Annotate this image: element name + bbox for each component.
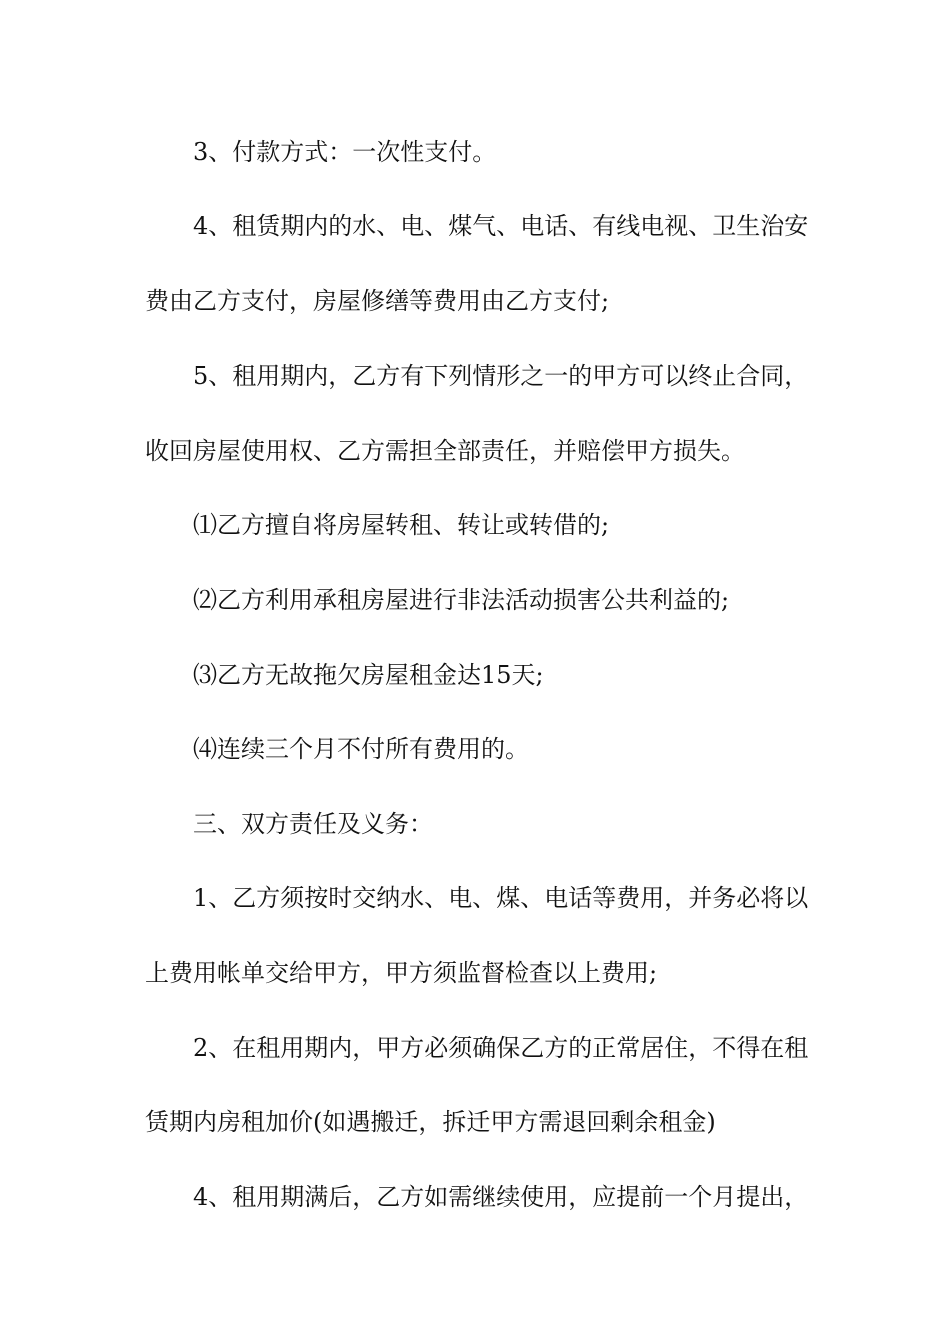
subclause-2: ⑵乙方利用承租房屋进行非法活动损害公共利益的; [193,586,730,614]
section-3-heading: 三、双方责任及义务： [193,810,433,838]
duty-2-line-1: 2、在租用期内，甲方必须确保乙方的正常居住，不得在租 [193,1034,809,1062]
subclause-4: ⑷连续三个月不付所有费用的。 [193,735,529,763]
clause-3-payment-method: 3、付款方式：一次性支付。 [193,138,497,166]
clause-5-line-1: 5、租用期内，乙方有下列情形之一的甲方可以终止合同， [193,362,809,390]
duty-4-line-1: 4、租用期满后，乙方如需继续使用，应提前一个月提出， [193,1183,809,1211]
clause-5-line-2: 收回房屋使用权、乙方需担全部责任，并赔偿甲方损失。 [145,437,745,465]
subclause-3: ⑶乙方无故拖欠房屋租金达15天; [193,661,544,689]
duty-1-line-2: 上费用帐单交给甲方，甲方须监督检查以上费用; [145,959,658,987]
clause-4-line-2: 费由乙方支付，房屋修缮等费用由乙方支付; [145,287,610,315]
clause-4-line-1: 4、租赁期内的水、电、煤气、电话、有线电视、卫生治安 [193,212,809,240]
subclause-1: ⑴乙方擅自将房屋转租、转让或转借的; [193,511,610,539]
duty-2-line-2: 赁期内房租加价(如遇搬迁，拆迁甲方需退回剩余租金) [145,1108,716,1136]
duty-1-line-1: 1、乙方须按时交纳水、电、煤、电话等费用，并务必将以 [193,884,809,912]
